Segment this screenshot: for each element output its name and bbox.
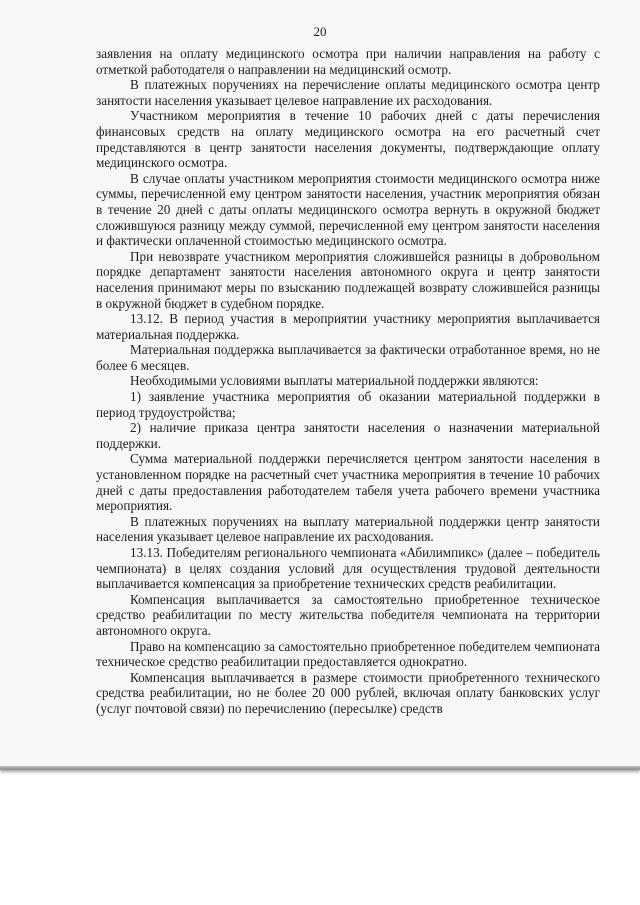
page-number: 20 <box>313 24 327 39</box>
document-body <box>96 46 600 717</box>
paragraph: В платежных поручениях на перечисление оплаты медицинского осмотра центр занятости населения указывает целевое направление их расходования. <box>96 77 600 108</box>
paragraph: Материальная поддержка выплачивается за фактически отработанное время, но не более 6 месяцев. <box>96 342 600 373</box>
paragraph: 1) заявление участника мероприятия об оказании материальной поддержки в период трудоустройства; <box>96 389 600 420</box>
paragraph: 13.12. В период участия в мероприятии участнику мероприятия выплачивается материальная поддержка. <box>96 311 600 342</box>
paragraph: Право на компенсацию за самостоятельно приобретенное победителем чемпионата техническое средство реабилитации предоставляется однократно. <box>96 638 600 670</box>
paragraph: Компенсация выплачивается в размере стоимости приобретенного технического средства реабилитации, но не более 20 000 рублей, включая оплату банковских услуг (услуг почтовой связи) по перечислению (пересылке) средств <box>96 669 600 716</box>
paragraph: заявления на оплату медицинского осмотра при наличии направления на работу с отметкой работодателя о направлении на медицинский осмотр. <box>96 46 600 77</box>
paragraph: В случае оплаты участником мероприятия стоимости медицинского осмотра ниже суммы, перечисленной ему центром занятости населения, участник мероприятия обязан в течение 20 дней с даты оплаты медицинского осмотра вернуть в окружной бюджет сложившуюся разницу между суммой, перечисленной ему центром занятости населения и фактически оплаченной стоимостью медицинского осмотра. <box>96 170 600 249</box>
paragraph: При невозврате участником мероприятия сложившейся разницы в добровольном порядке департамент занятости населения автономного округа и центр занятости населения принимают меры по взысканию подлежащей возврату сложившейся разницы в окружной бюджет в судебном порядке. <box>96 248 600 311</box>
paragraph: Сумма материальной поддержки перечисляется центром занятости населения в установленном порядке на расчетный счет участника мероприятия в течение 10 рабочих дней с даты предоставления работодателем табеля учета рабочего времени участника мероприятия. <box>96 451 600 514</box>
paragraph: 13.13. Победителям регионального чемпионата «Абилимпикс» (далее – победитель чемпионата) в целях создания условий для осуществления трудовой деятельности выплачивается компенсация за приобретение технических средств реабилитации. <box>96 545 600 592</box>
paragraph: Необходимыми условиями выплаты материальной поддержки являются: <box>130 373 539 389</box>
paragraph: В платежных поручениях на выплату материальной поддержки центр занятости населения указывает целевое направление их расходования. <box>96 513 600 545</box>
paragraph: Участником мероприятия в течение 10 рабочих дней с даты перечисления финансовых средств на оплату медицинского осмотра на его расчетный счет представляются в центр занятости населения документы, подтверждающие оплату медицинского осмотра. <box>96 108 600 171</box>
paragraph: 2) наличие приказа центра занятости населения о назначении материальной поддержки. <box>96 420 600 451</box>
paragraph: Компенсация выплачивается за самостоятельно приобретенное техническое средство реабилитации по месту жительства победителя чемпионата на территории автономного округа. <box>96 591 600 638</box>
